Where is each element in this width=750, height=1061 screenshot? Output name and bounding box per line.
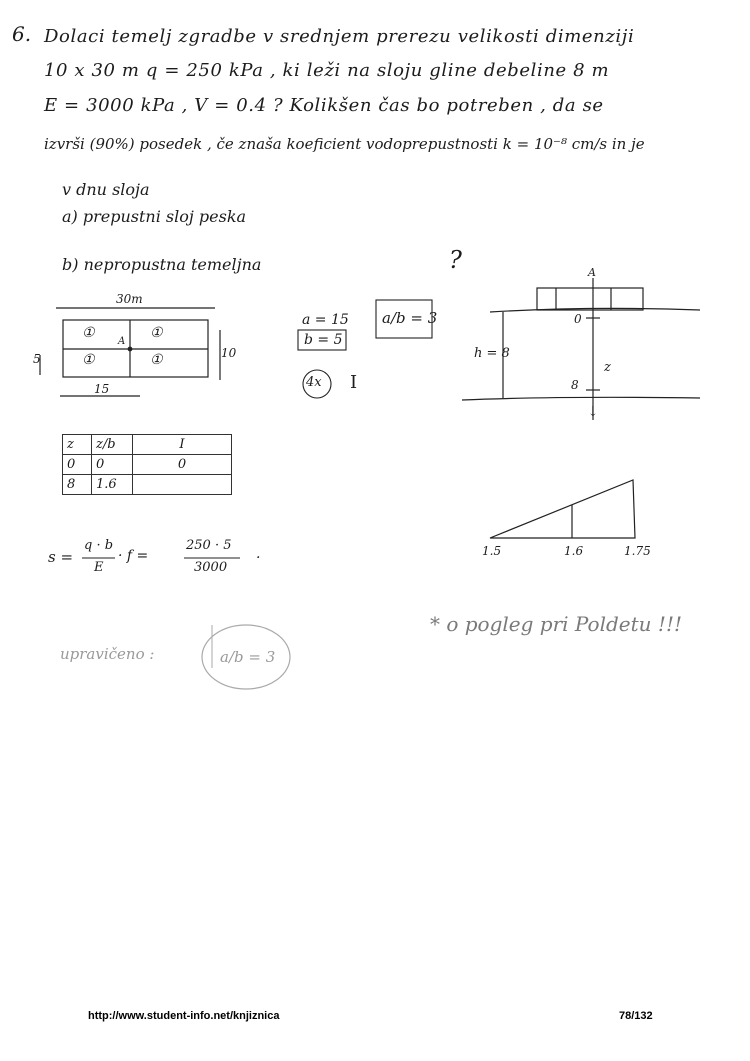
plan-cell: ①	[150, 352, 163, 368]
page-number: 78/132	[619, 1010, 653, 1022]
plan-cell: ①	[82, 352, 95, 368]
footer-url[interactable]: http://www.student-info.net/knjiznica	[88, 1010, 280, 1022]
plan-center-label: A	[118, 336, 126, 347]
formula-lhs: s =	[48, 548, 74, 566]
table-row	[63, 435, 232, 455]
triangle-sketch	[490, 480, 635, 538]
table-cell: z/b	[92, 435, 133, 455]
triangle-label: 1.6	[564, 544, 584, 558]
margin-note: * o pogleg pri Poldetu !!!	[430, 612, 683, 636]
calc-table	[62, 434, 232, 495]
table-cell: 0	[92, 455, 133, 475]
table-cell: 1.6	[92, 475, 133, 495]
problem-line: v dnu sloja	[62, 180, 150, 199]
ratio-a: a = 15	[302, 312, 349, 328]
faint-note: upravičeno :	[60, 645, 155, 663]
section-z: z	[604, 360, 611, 375]
faint-circle-text: a/b = 3	[220, 648, 276, 666]
table-cell: I	[133, 435, 232, 455]
table-cell: z	[63, 435, 92, 455]
section-depth-label: h = 8	[474, 346, 510, 361]
problem-line: 10 x 30 m q = 250 kPa , ki leži na sloju gline debeline 8 m	[44, 60, 610, 81]
formula-den2: 3000	[194, 560, 228, 575]
table-cell	[133, 475, 232, 495]
question-mark: ?	[449, 246, 462, 274]
section-zero: 0	[574, 312, 582, 326]
problem-number: 6.	[12, 22, 32, 46]
formula-dot: .	[256, 546, 261, 562]
problem-line: E = 3000 kPa , V = 0.4 ? Kolikšen čas bo potreben , da se	[44, 95, 604, 116]
table-row	[63, 455, 232, 475]
formula-mid: · f =	[118, 548, 149, 564]
ratio-ab: a/b = 3	[382, 309, 438, 327]
plan-top-dim: 30m	[116, 292, 143, 306]
problem-line: b) nepropustna temeljna	[62, 255, 262, 274]
triangle-label: 1.75	[624, 544, 651, 558]
triangle-label: 1.5	[482, 544, 502, 558]
formula-num2: 250 · 5	[186, 538, 232, 553]
plan-cell: ①	[150, 325, 163, 341]
table-row	[63, 475, 232, 495]
section-arrow: ↓	[587, 404, 599, 420]
plan-cell: ①	[82, 325, 95, 341]
problem-line: a) prepustni sloj peska	[62, 207, 247, 226]
plan-sketch	[40, 308, 220, 396]
problem-line: izvrši (90%) posedek , če znaša koeficient vodoprepustnosti k = 10⁻⁸ cm/s in je	[44, 135, 645, 153]
section-eight: 8	[571, 378, 579, 392]
formula-den1: E	[94, 560, 104, 575]
section-top-label: A	[588, 266, 596, 279]
plan-left-dim: 5	[33, 352, 41, 366]
plan-right-dim: 10	[221, 346, 237, 360]
table-cell: 0	[63, 455, 92, 475]
problem-line: Dolaci temelj zgradbe v srednjem prerezu velikosti dimenziji	[44, 26, 635, 47]
table-cell: 8	[63, 475, 92, 495]
formula-num1: q · b	[84, 538, 114, 553]
ratio-b: b = 5	[304, 332, 343, 348]
plan-bottom-dim: 15	[94, 382, 110, 396]
ratio-times: 4x	[306, 375, 322, 390]
ratio-roman: I	[350, 372, 358, 393]
table-cell: 0	[133, 455, 232, 475]
